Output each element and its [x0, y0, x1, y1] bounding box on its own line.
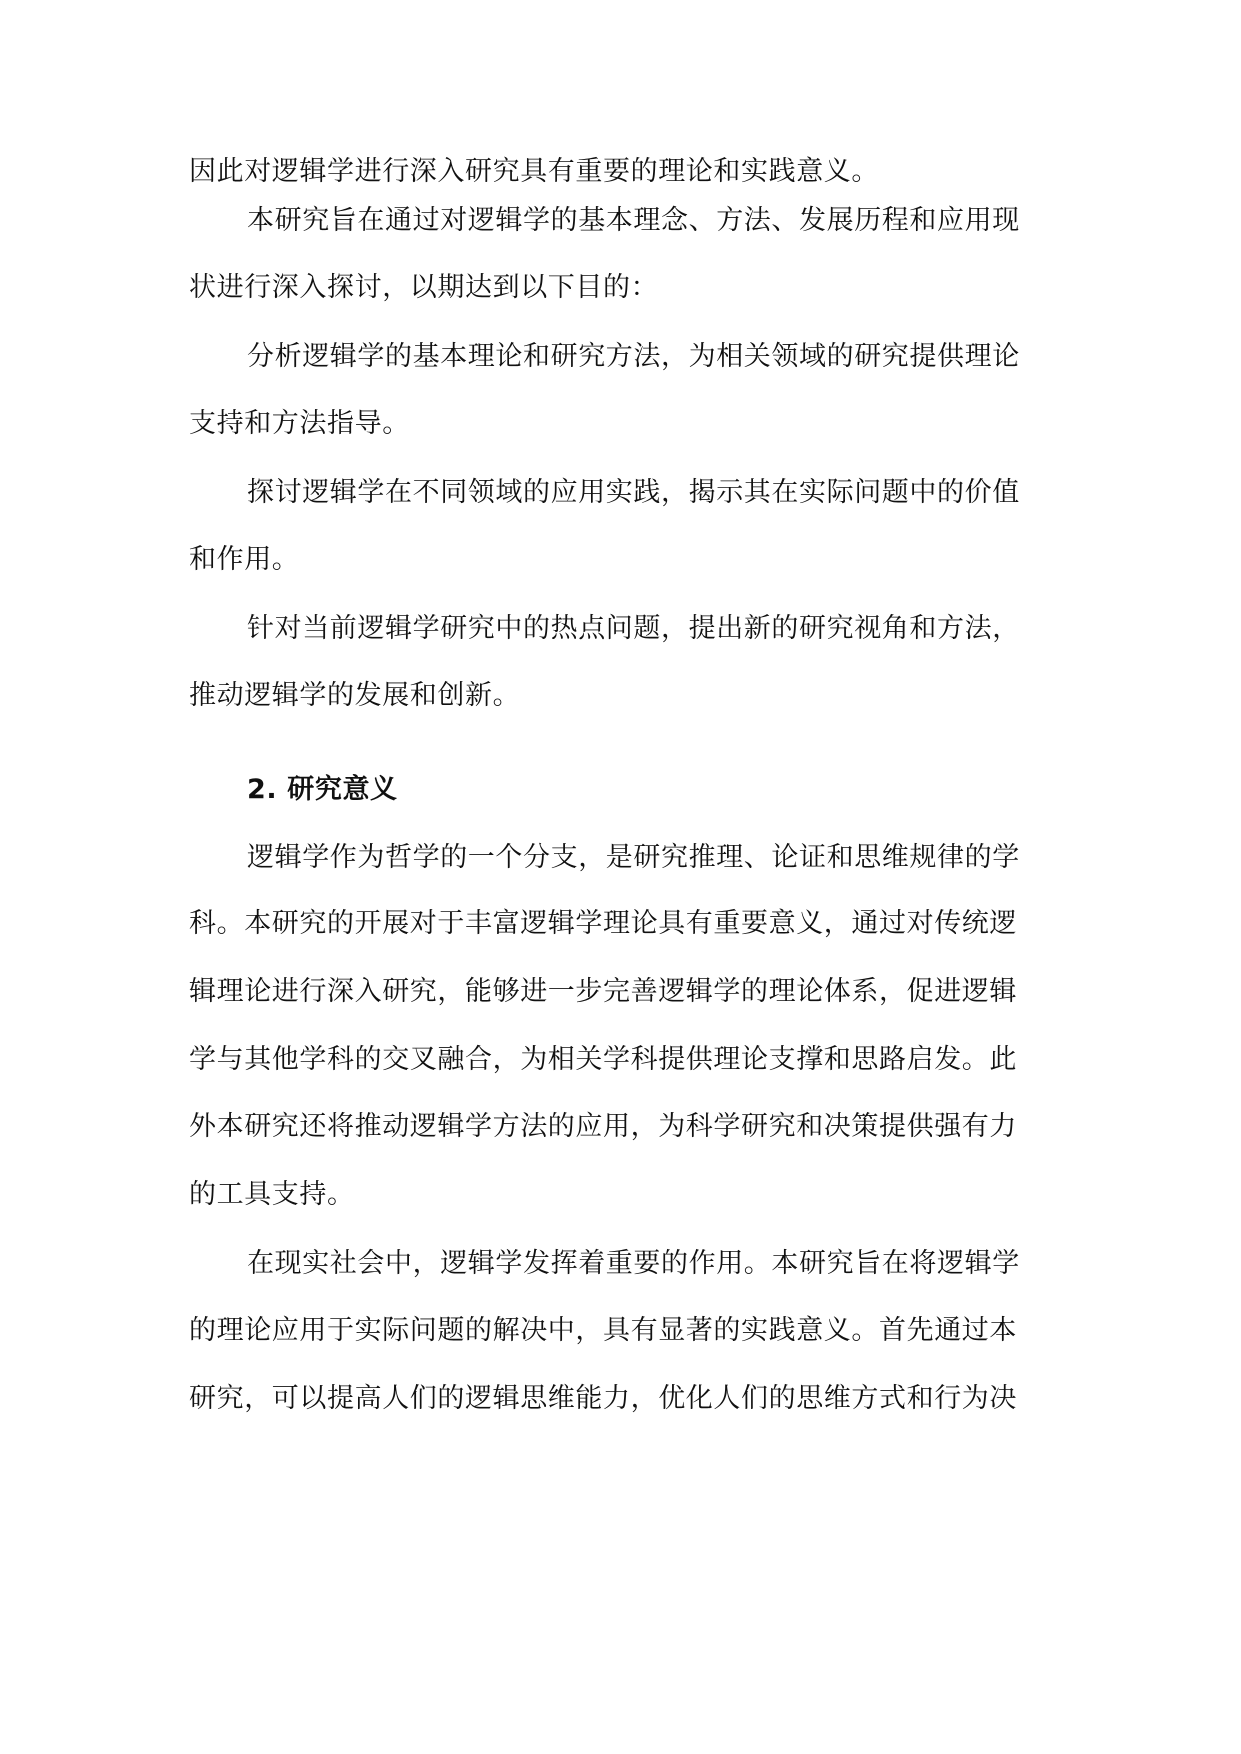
paragraph-line: 和作用。 — [189, 544, 300, 575]
paragraph-line: 外本研究还将推动逻辑学方法的应用，为科学研究和决策提供强有力 — [189, 1111, 1017, 1142]
paragraph-line: 的工具支持。 — [189, 1179, 355, 1210]
paragraph-line: 逻辑学作为哲学的一个分支，是研究推理、论证和思维规律的学 — [247, 842, 1020, 873]
paragraph-line: 状进行深入探讨，以期达到以下目的： — [189, 272, 659, 303]
section-heading: 2. 研究意义 — [247, 774, 398, 805]
paragraph-line: 推动逻辑学的发展和创新。 — [189, 680, 521, 711]
paragraph-line: 因此对逻辑学进行深入研究具有重要的理论和实践意义。 — [189, 156, 879, 187]
paragraph-line: 支持和方法指导。 — [189, 408, 410, 439]
paragraph-line: 研究，可以提高人们的逻辑思维能力，优化人们的思维方式和行为决 — [189, 1383, 1017, 1414]
paragraph-line: 探讨逻辑学在不同领域的应用实践，揭示其在实际问题中的价值 — [247, 477, 1020, 508]
paragraph-line: 分析逻辑学的基本理论和研究方法，为相关领域的研究提供理论 — [247, 341, 1020, 372]
paragraph-line: 科。本研究的开展对于丰富逻辑学理论具有重要意义，通过对传统逻 — [189, 908, 1017, 939]
paragraph-line: 针对当前逻辑学研究中的热点问题，提出新的研究视角和方法， — [247, 613, 1020, 644]
paragraph-line: 本研究旨在通过对逻辑学的基本理念、方法、发展历程和应用现 — [247, 205, 1020, 236]
paragraph-line: 的理论应用于实际问题的解决中，具有显著的实践意义。首先通过本 — [189, 1315, 1017, 1346]
paragraph-line: 在现实社会中，逻辑学发挥着重要的作用。本研究旨在将逻辑学 — [247, 1248, 1020, 1279]
paragraph-line: 辑理论进行深入研究，能够进一步完善逻辑学的理论体系，促进逻辑 — [189, 976, 1017, 1007]
paragraph-line: 学与其他学科的交叉融合，为相关学科提供理论支撑和思路启发。此 — [189, 1044, 1017, 1075]
